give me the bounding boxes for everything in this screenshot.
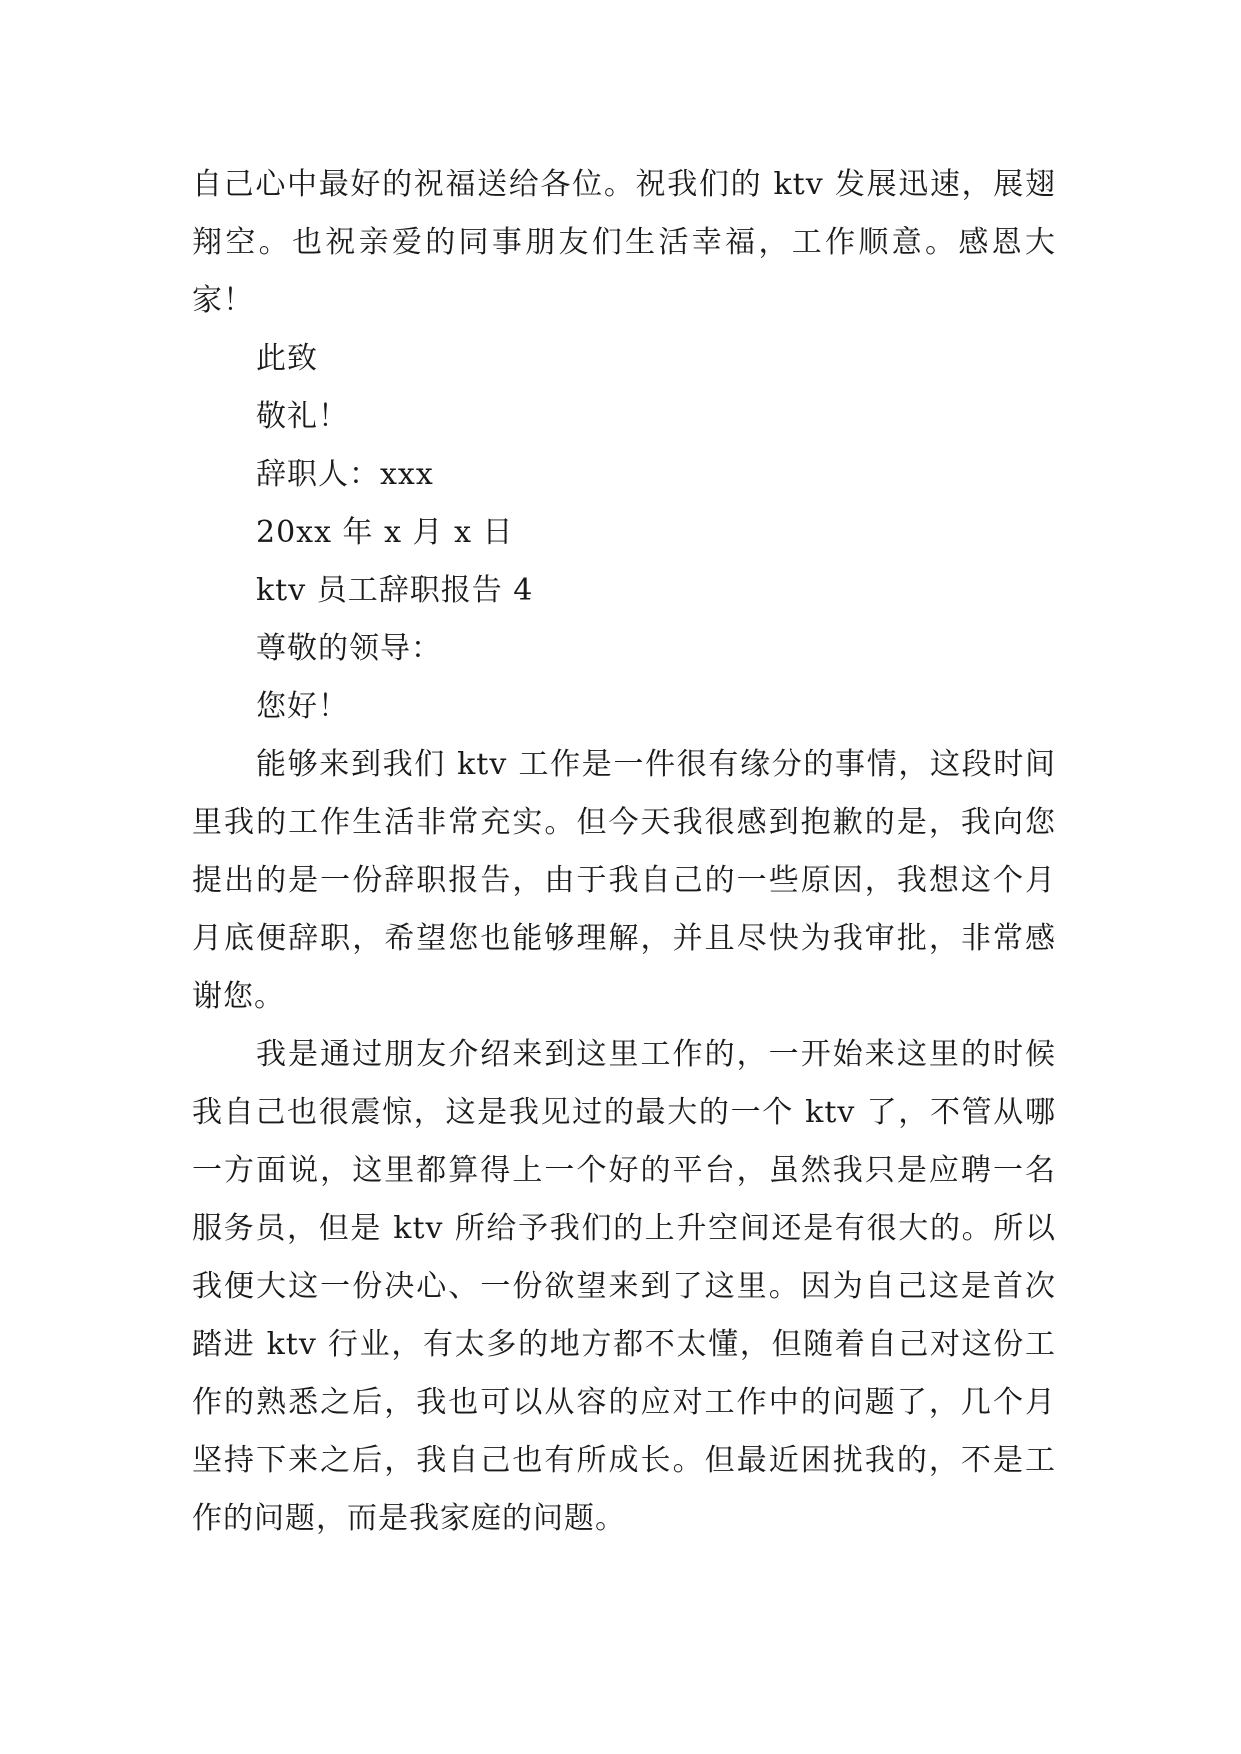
greeting-line: 您好！ [256,689,349,724]
paragraph-background: 我是通过朋友介绍来到这里工作的，一开始来这里的时候我自己也很震惊，这是我见过的最大的一个 ktv 了，不管从哪一方面说，这里都算得上一个好的平台，虽然我只是应聘一名服务员，但是 ktv 所给予我们的上升空间还是有很大的。所以我便大这一份决心、一份欲望来到了这里。因为自己这是首次踏进 ktv 行业，有太多的地方都不太懂，但随着自己对这份工作的熟悉之后，我也可以从容的应对工作中的问题了，几个月坚持下来之后，我自己也有所成长。但最近困扰我的，不是工作的问题，而是我家庭的问题。 [192,1037,1056,1536]
paragraph-closing-wishes: 自己心中最好的祝福送给各位。祝我们的 ktv 发展迅速，展翅翔空。也祝亲爱的同事朋友们生活幸福，工作顺意。感恩大家！ [192,167,1056,318]
signer-line: 辞职人：xxx [256,457,434,492]
paragraph-intro: 能够来到我们 ktv 工作是一件很有缘分的事情，这段时间里我的工作生活非常充实。但今天我很感到抱歉的是，我向您提出的是一份辞职报告，由于我自己的一些原因，我想这个月月底便辞职，希望您也能够理解，并且尽快为我审批，非常感谢您。 [192,747,1056,1014]
document-body [192,156,1056,1548]
closing-line-1: 此致 [256,341,318,376]
date-line: 20xx 年 x 月 x 日 [256,515,514,550]
section-heading: ktv 员工辞职报告 4 [256,573,534,608]
closing-line-2: 敬礼！ [256,399,349,434]
salutation-line: 尊敬的领导： [256,631,442,666]
